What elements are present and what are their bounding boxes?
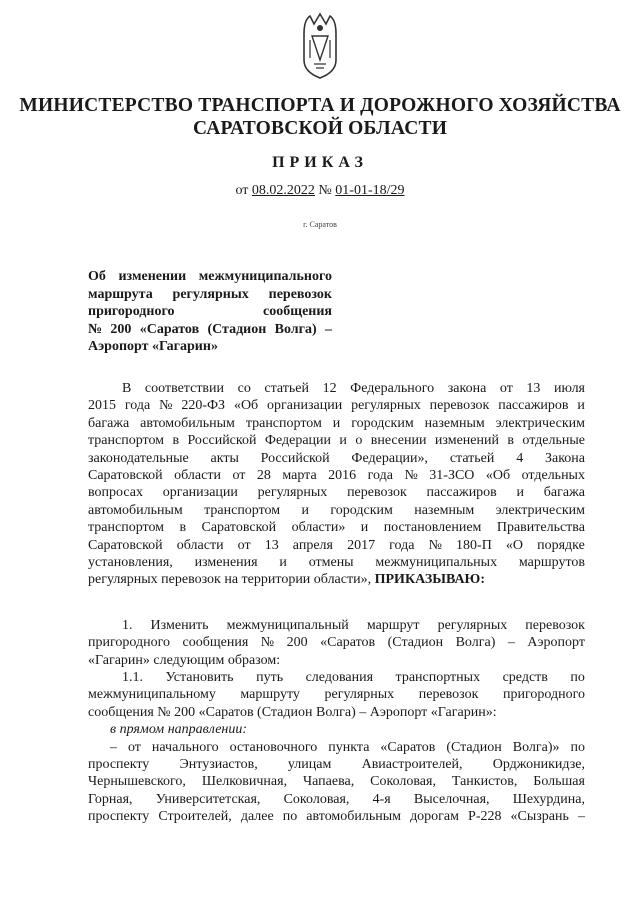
order-word: ПРИКАЗЫВАЮ: [374,572,485,588]
word: маршруту [240,687,300,703]
word: Саратовской [88,537,163,553]
word: дорогам [410,809,460,825]
word: отдельных [521,468,585,484]
word: пригородного [88,635,170,651]
word: акты [210,450,239,466]
word: Чернышевского, [88,774,186,790]
word: регулярных [351,398,421,414]
order-title: ПРИКАЗ [272,154,368,171]
word: «Саратов [320,635,376,651]
word: года [367,468,393,484]
word: сообщения [182,635,249,651]
word: перевозок [347,485,407,501]
word: межмуниципальному [88,687,216,703]
word: Орджоникидзе, [492,757,585,773]
word: Большая [533,774,585,790]
word: организации [162,485,238,501]
word: автомобильным [140,415,235,431]
text-line [88,467,585,484]
word: и [360,520,369,536]
word: постановлением [383,520,482,536]
word: и [279,555,287,571]
text-line: «Гагарин» следующим образом: [88,652,281,668]
word: пассажиров [426,485,497,501]
word: регулярных [437,618,508,633]
text-line [88,791,585,808]
subject-line [88,321,332,339]
word: автомобильным [88,502,183,518]
word: (Стадион [446,739,502,755]
text-line [88,739,585,756]
word: «Об [233,398,259,414]
word: – [577,809,585,825]
word: далее [240,809,274,825]
word: (Стадион [207,321,267,337]
word: наземным [424,415,485,431]
text-line [88,756,585,773]
word: пункта [328,739,370,755]
word: Волга) [274,321,317,337]
word: по [282,809,298,825]
text-line [88,397,585,414]
word: 2016 [328,468,357,484]
word: межмуниципального [198,269,332,284]
word: 220-ФЗ [181,398,226,414]
word: 28 [256,468,271,484]
word: – [110,739,117,755]
word: проспекту [88,809,150,825]
word: регулярных [172,286,249,302]
word: июля [553,381,585,396]
word: перевозок [525,618,585,633]
word: по [570,670,585,685]
word: – [507,635,515,651]
word: транспортом [88,520,165,536]
word: со [237,381,251,396]
ministry-name-line1: МИНИСТЕРСТВО ТРАНСПОРТА И ДОРОЖНОГО ХОЗЯЙСТВА [19,95,621,116]
word: Федерации», [351,450,429,466]
word: Федерации [264,433,332,449]
word: «Саратов [380,739,436,755]
word: порядке [537,537,585,553]
word: от [499,381,513,396]
word: Строителей, [158,809,232,825]
word: Российской [260,450,330,466]
word: транспортных [395,670,481,685]
word: статьей [449,450,495,466]
word: Аэропорт [527,635,585,651]
word: Университетская, [155,791,261,807]
word: Р-228 [468,809,502,825]
word: Саратовской [88,468,163,484]
word: Чапаева, [303,774,355,790]
word: № [159,398,173,414]
word: перевозок [418,687,479,703]
word: 4-я [372,791,391,807]
text-line [88,808,585,825]
number-prefix: № [318,183,332,198]
word: Правительства [496,520,585,536]
word: марта [282,468,317,484]
word: межмуниципальных [375,555,498,571]
word: в [172,433,180,449]
word: перевозок [429,398,490,414]
word: и [332,415,341,431]
word: путь [256,670,284,685]
word: от [127,739,141,755]
word: пригородного [502,687,585,703]
date-prefix: от [235,183,249,198]
word: В [122,381,132,396]
word: перевозок [268,286,332,302]
word: маршрут [366,618,420,633]
item-1-paragraph [88,617,585,669]
word: сообщения [263,304,332,319]
word: установления, [88,555,173,571]
word: области [176,537,224,553]
word: средств [502,670,548,685]
word: области» [291,520,346,536]
word: Авиастроителей, [361,757,463,773]
word: «Сызрань [510,809,569,825]
word: вопросах [88,485,143,501]
text-line [88,571,585,588]
word: Волга)» [512,739,560,755]
word: 13 [526,381,541,396]
word: «Об [485,468,511,484]
word: Волга) [455,635,496,651]
word: Российской [187,433,257,449]
word: в [179,520,187,536]
word: 200 [286,635,308,651]
word: Соколовая, [283,791,350,807]
text-line [88,634,585,651]
word: следования [305,670,374,685]
word: апреля [292,537,333,553]
word: года [389,537,415,553]
word: транспортом [88,433,165,449]
word: Шелковичная, [201,774,288,790]
word: изменении [118,269,187,284]
word: «Саратов [139,321,200,337]
word: начального [151,739,219,755]
word: законодательные [88,450,189,466]
word: № [260,635,275,651]
word: от [232,468,246,484]
word: автомобильным [306,809,402,825]
text-line [88,669,585,686]
preamble-paragraph [88,380,585,589]
word: регулярных [257,485,328,501]
word: Шехурдина, [512,791,585,807]
word: Горная, [88,791,133,807]
order-subject [88,268,332,356]
word: городским [351,415,414,431]
word: Закона [544,450,585,466]
word: электрическим [495,415,585,431]
word: межмуниципальный [226,618,349,633]
word: о [355,433,363,449]
word: регулярных [324,687,395,703]
text-line [88,502,585,519]
text-line [88,484,585,501]
word: улицам [287,757,332,773]
text-line [88,617,585,634]
word: Об [88,269,106,284]
text-line [88,537,585,554]
word: и [339,433,347,449]
preamble-last-text: регулярных перевозок на территории области», [88,572,372,588]
text-line [88,519,585,536]
word: 13 [264,537,279,553]
word: закона [447,381,487,396]
word: № [428,537,442,553]
word: транспортом [245,415,322,431]
word: года [124,398,151,414]
coat-of-arms-emblem [300,10,340,80]
order-date: 08.02.2022 [251,183,315,198]
word: № [88,321,103,337]
word: 1. [122,618,133,633]
word: 31-ЗСО [429,468,475,484]
text-line [88,554,585,571]
word: транспортом [204,502,281,518]
text-line: сообщения № 200 «Саратов (Стадион Волга) – Аэропорт «Гагарин»: [88,704,497,720]
word: проспекту [88,757,150,773]
word: 200 [110,321,132,337]
ministry-name-line2: САРАТОВСКОЙ ОБЛАСТИ [192,118,448,139]
word: остановочного [229,739,318,755]
word: и [516,485,525,501]
word: от [237,537,251,553]
word: наземным [414,502,475,518]
word: Выселочная, [413,791,490,807]
word: отдельные [522,433,585,449]
word: 180-П [456,537,492,553]
text-line [88,380,585,397]
order-number: 01-01-18/29 [335,183,405,198]
word: Изменить [150,618,209,633]
word: Саратовской [201,520,277,536]
word: 12 [322,381,337,396]
word: соответствии [144,381,225,396]
word: Энтузиастов, [179,757,258,773]
word: Федерального [350,381,435,396]
text-line [88,450,585,467]
subject-line: Аэропорт «Гагарин» [88,339,218,354]
city-label: г. Саратов [303,220,337,229]
word: (Стадион [387,635,444,651]
word: 2017 [347,537,376,553]
word: Установить [165,670,234,685]
direction-label: в прямом направлении: [110,722,248,738]
subject-line [88,286,332,304]
word: «О [505,537,524,553]
order-date-number [0,183,640,199]
word: 1.1. [122,670,143,685]
word: электрическим [495,502,585,518]
word: – [324,321,332,337]
word: 2015 [88,398,116,414]
word: багажа [543,485,585,501]
word: области [174,468,221,484]
word: отмены [308,555,354,571]
subject-line [88,268,332,286]
word: внесении [370,433,427,449]
word: пассажиров [498,398,569,414]
word: изменений [434,433,499,449]
text-line [88,686,585,703]
word: 4 [516,450,524,466]
word: № [404,468,418,484]
word: в [507,433,515,449]
word: по [570,739,585,755]
word: Танкистов, [451,774,518,790]
word: статьей [264,381,309,396]
item-1-1-paragraph [88,669,585,826]
subject-line [88,303,332,321]
text-line [88,415,585,432]
word: и [301,502,310,518]
word: багажа [88,415,130,431]
word: маршрута [88,286,153,302]
word: городским [330,502,393,518]
word: пригородного [88,304,175,319]
word: маршрутов [518,555,585,571]
text-line [88,432,585,449]
word: организации [267,398,343,414]
word: и [577,398,585,414]
word: изменения [194,555,258,571]
text-line [88,773,585,790]
word: Соколовая, [370,774,436,790]
